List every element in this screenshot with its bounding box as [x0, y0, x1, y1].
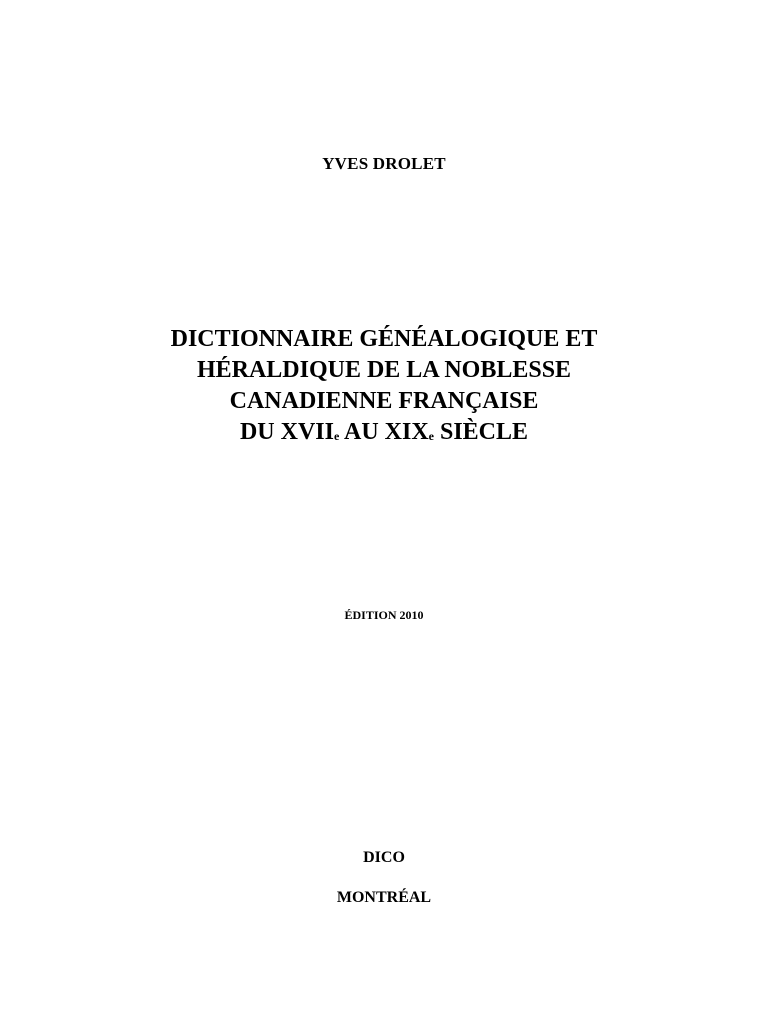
superscript-1: e [333, 429, 340, 443]
title-line-3: CANADIENNE FRANÇAISE [229, 388, 539, 414]
edition-label: ÉDITION 2010 [344, 608, 424, 622]
title-line-4 [0, 417, 768, 448]
publisher-city: MONTRÉAL [336, 889, 432, 906]
title-line-4-part-3: SIÈCLE [433, 419, 529, 445]
title-line-4-part-2: AU XIX [339, 419, 429, 445]
book-title [0, 324, 768, 448]
title-line-2: HÉRALDIQUE DE LA NOBLESSE [196, 357, 572, 383]
publisher-name: DICO [363, 849, 405, 866]
title-line-1: DICTIONNAIRE GÉNÉALOGIQUE ET [170, 326, 598, 352]
author-name: YVES DROLET [322, 154, 446, 173]
superscript-2: e [428, 429, 434, 443]
title-line-4-part-1: DU XVII [239, 419, 334, 445]
